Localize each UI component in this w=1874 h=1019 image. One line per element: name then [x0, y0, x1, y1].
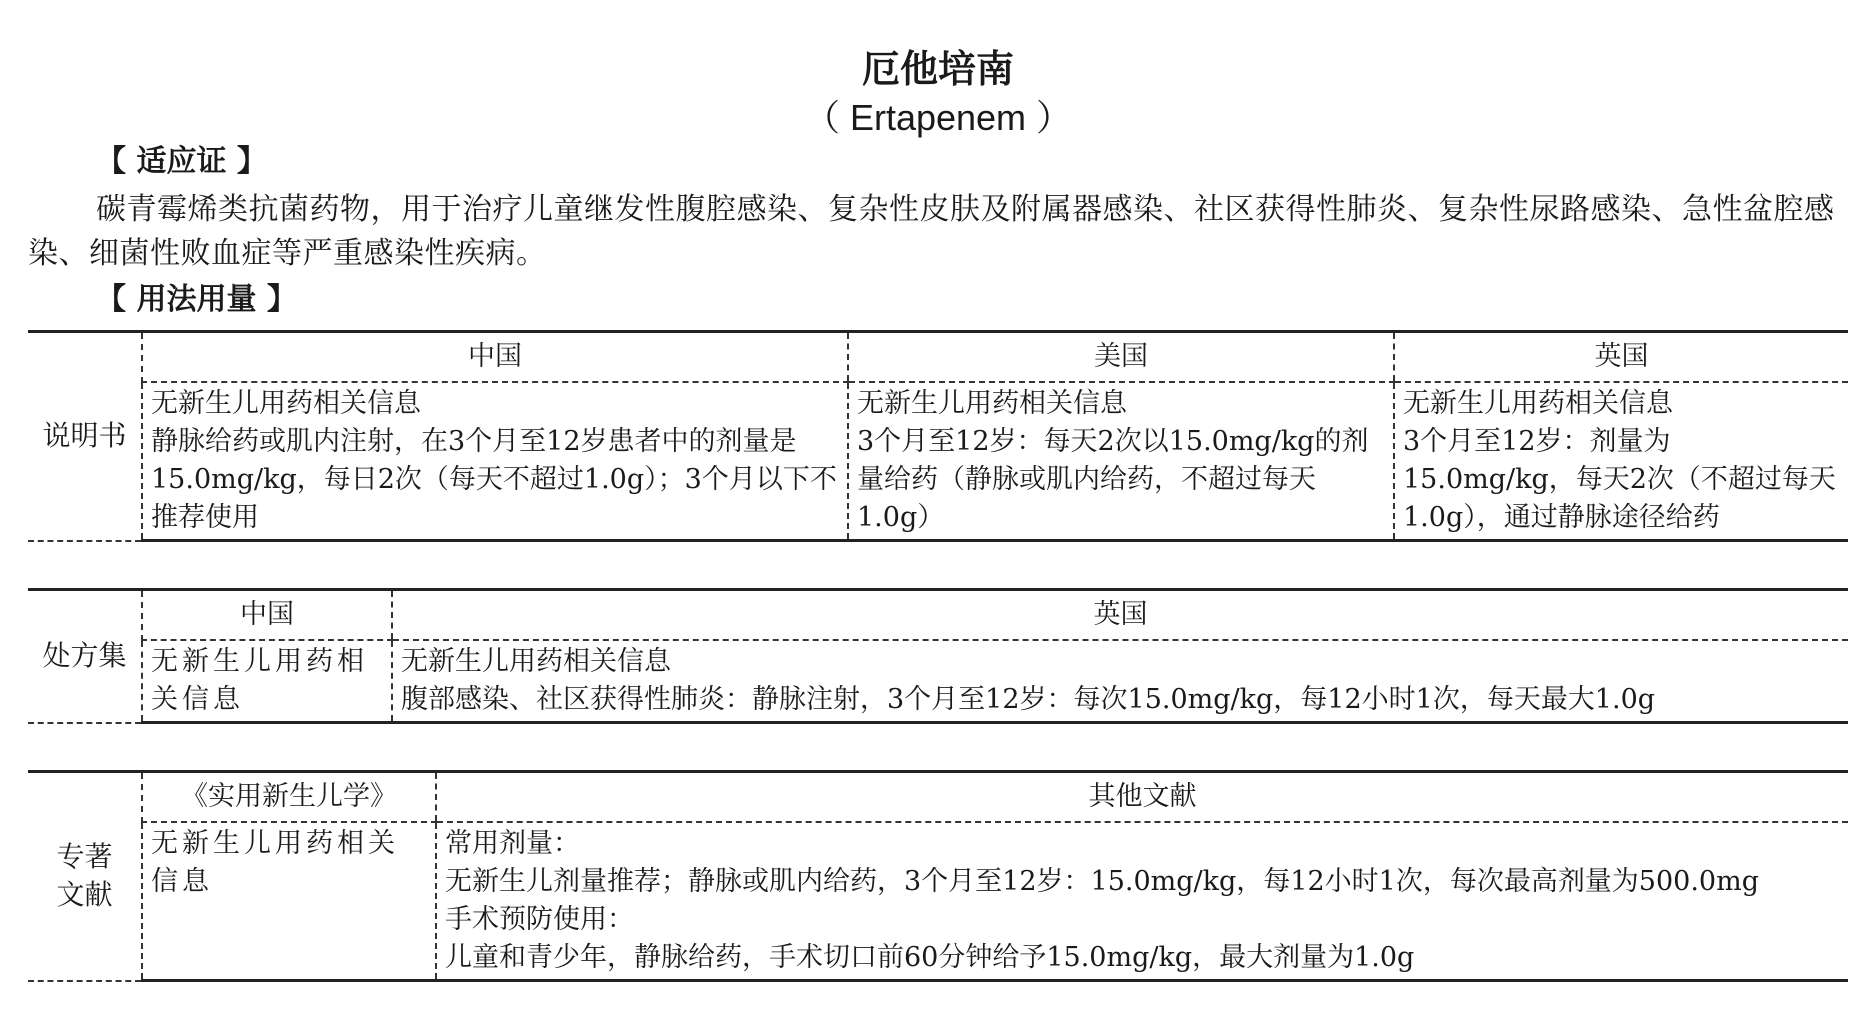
column-header-usa: 美国 [848, 332, 1394, 383]
surgical-prophylaxis-text: 儿童和青少年，静脉给药，手术切口前60分钟给予15.0mg/kg，最大剂量为1.0g [445, 942, 1415, 973]
uk-cell [1394, 382, 1848, 541]
source-label-line-1: 专著 [56, 840, 113, 874]
column-header-uk: 英国 [392, 590, 1848, 641]
china-no-neonatal-info: 无新生儿用药相关信息 [151, 388, 421, 419]
drug-english-name: （ Ertapenem ） [803, 97, 1073, 138]
formulary-dosage-table [28, 588, 1848, 724]
other-literature-cell [436, 822, 1848, 981]
column-header-book: 《实用新生儿学》 [142, 772, 436, 823]
table-row [28, 822, 1848, 981]
usual-dose-label: 常用剂量： [445, 828, 580, 859]
uk-dosage-text: 腹部感染、社区获得性肺炎：静脉注射，3个月至12岁：每次15.0mg/kg，每12小时1次，每天最大1.0g [401, 684, 1656, 715]
literature-dosage-table [28, 770, 1848, 982]
book-cell: 无新生儿用药相关信息 [142, 822, 436, 981]
source-label-instructions: 说明书 [28, 332, 142, 541]
table-header-row [28, 332, 1848, 383]
uk-no-neonatal-info: 无新生儿用药相关信息 [401, 646, 671, 677]
usa-dosage-text: 3个月至12岁：每天2次以15.0mg/kg的剂量给药（静脉或肌内给药，不超过每天1.0g） [857, 426, 1369, 533]
source-label-formulary: 处方集 [28, 590, 142, 723]
table-row [28, 640, 1848, 723]
uk-cell [392, 640, 1848, 723]
indication-text: 碳青霉烯类抗菌药物，用于治疗儿童继发性腹腔感染、复杂性皮肤及附属器感染、社区获得性肺炎、复杂性尿路感染、急性盆腔感染、细菌性败血症等严重感染性疾病。 [28, 192, 1835, 271]
column-header-china: 中国 [142, 332, 848, 383]
usa-cell [848, 382, 1394, 541]
source-label-literature [28, 772, 142, 981]
uk-dosage-text: 3个月至12岁：剂量为15.0mg/kg，每天2次（不超过每天1.0g），通过静脉途径给药 [1403, 426, 1836, 533]
china-cell [142, 382, 848, 541]
usual-dose-text: 无新生儿剂量推荐；静脉或肌内给药，3个月至12岁：15.0mg/kg，每12小时1次，每次最高剂量为500.0mg [445, 866, 1759, 897]
usage-heading: 【 用法用量 】 [96, 282, 297, 317]
source-label-line-2: 文献 [56, 878, 113, 912]
indication-heading: 【 适应证 】 [96, 144, 267, 179]
column-header-china: 中国 [142, 590, 392, 641]
china-dosage-text: 静脉给药或肌内注射，在3个月至12岁患者中的剂量是15.0mg/kg，每日2次（每天不超过1.0g）；3个月以下不推荐使用 [151, 426, 837, 533]
column-header-uk: 英国 [1394, 332, 1848, 383]
usa-no-neonatal-info: 无新生儿用药相关信息 [857, 388, 1127, 419]
table-header-row [28, 772, 1848, 823]
column-header-other-literature: 其他文献 [436, 772, 1848, 823]
surgical-prophylaxis-label: 手术预防使用： [445, 904, 634, 935]
china-cell: 无新生儿用药相关信息 [142, 640, 392, 723]
drug-title: 厄他培南 [861, 47, 1014, 91]
uk-no-neonatal-info: 无新生儿用药相关信息 [1403, 388, 1673, 419]
table-row [28, 382, 1848, 541]
label-dosage-table [28, 330, 1848, 542]
table-header-row [28, 590, 1848, 641]
